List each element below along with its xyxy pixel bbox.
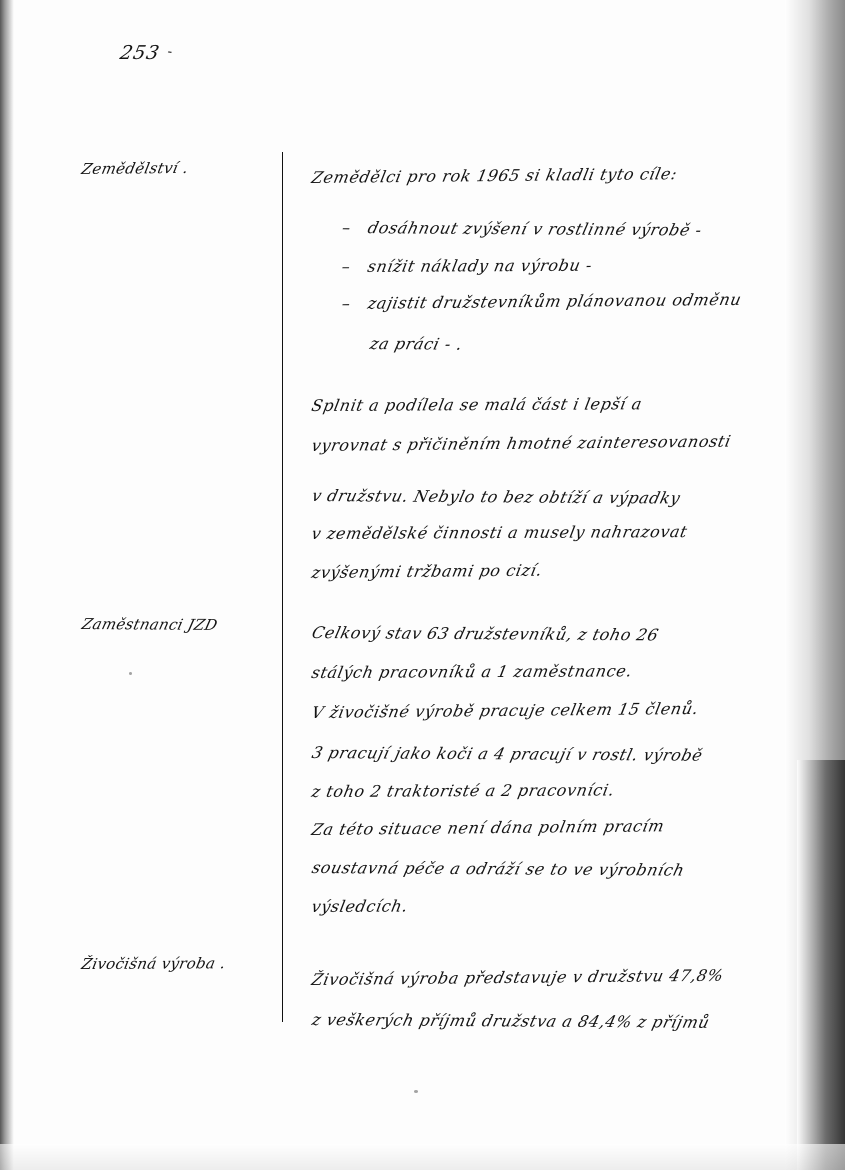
body-line: stálých pracovníků a 1 zaměstnance. (310, 661, 634, 682)
page-number-value: 253 (118, 42, 162, 64)
body-line: Živočišná výroba představuje v družstvu 47,8% (310, 965, 726, 989)
margin-label-zivocisna-vyroba: Živočišná výroba . (80, 954, 228, 973)
body-line: z toho 2 traktoristé a 2 pracovníci. (310, 780, 617, 801)
page-number-mark: - (165, 43, 177, 61)
body-line: z veškerých příjmů družstva a 84,4% z příjmů (310, 1010, 712, 1032)
page-number (118, 42, 176, 64)
body-line-text: dosáhnout zvýšení v rostlinné výrobě - (365, 218, 705, 240)
body-line: 3 pracují jako koči a 4 pracují v rostl. výrobě (310, 743, 705, 765)
dash-bullet-icon: – (341, 293, 352, 313)
scan-speck (129, 672, 132, 675)
body-line: zvýšenými tržbami po cizí. (310, 560, 545, 582)
body-line: Zemědělci pro rok 1965 si kladli tyto cíle: (310, 164, 680, 187)
body-line: Celkový stav 63 družstevníků, z toho 26 (310, 623, 661, 645)
body-line: soustavná péče a odráží se to ve výrobních (310, 858, 687, 880)
body-line-bullet (340, 290, 743, 313)
body-line: Za této situace není dána polním pracím (310, 816, 667, 839)
body-line: výsledcích. (310, 896, 410, 916)
body-line: vyrovnat s přičiněním hmotné zainteresovanosti (310, 431, 733, 455)
body-line-bullet (340, 256, 594, 276)
margin-divider-rule (282, 152, 283, 1022)
body-line: V živočišné výrobě pracuje celkem 15 členů. (310, 698, 701, 722)
body-line-text: snížit náklady na výrobu - (366, 255, 595, 276)
margin-label-zamestnanci-jzd: Zaměstnanci JZD (80, 615, 220, 634)
body-line: v zemědělské činnosti a musely nahrazovat (310, 522, 690, 543)
dash-bullet-icon: – (340, 217, 353, 238)
dash-bullet-icon: – (340, 256, 352, 276)
scan-edge-shadow-right-lower (797, 760, 845, 1170)
body-line: za práci - . (368, 334, 465, 354)
body-line-bullet (340, 218, 704, 240)
margin-label-zemedelstvi: Zemědělství . (80, 158, 190, 178)
body-line: v družstvu. Nebylo to bez obtíží a výpadky (310, 486, 683, 508)
scan-speck (414, 1090, 418, 1093)
scan-edge-shadow-left (0, 0, 14, 1170)
body-line: Splnit a podílela se malá část i lepší a (310, 394, 644, 415)
scan-edge-shadow-bottom (0, 1144, 845, 1170)
body-line-text: zajistit družstevníkům plánovanou odměnu (366, 289, 744, 313)
